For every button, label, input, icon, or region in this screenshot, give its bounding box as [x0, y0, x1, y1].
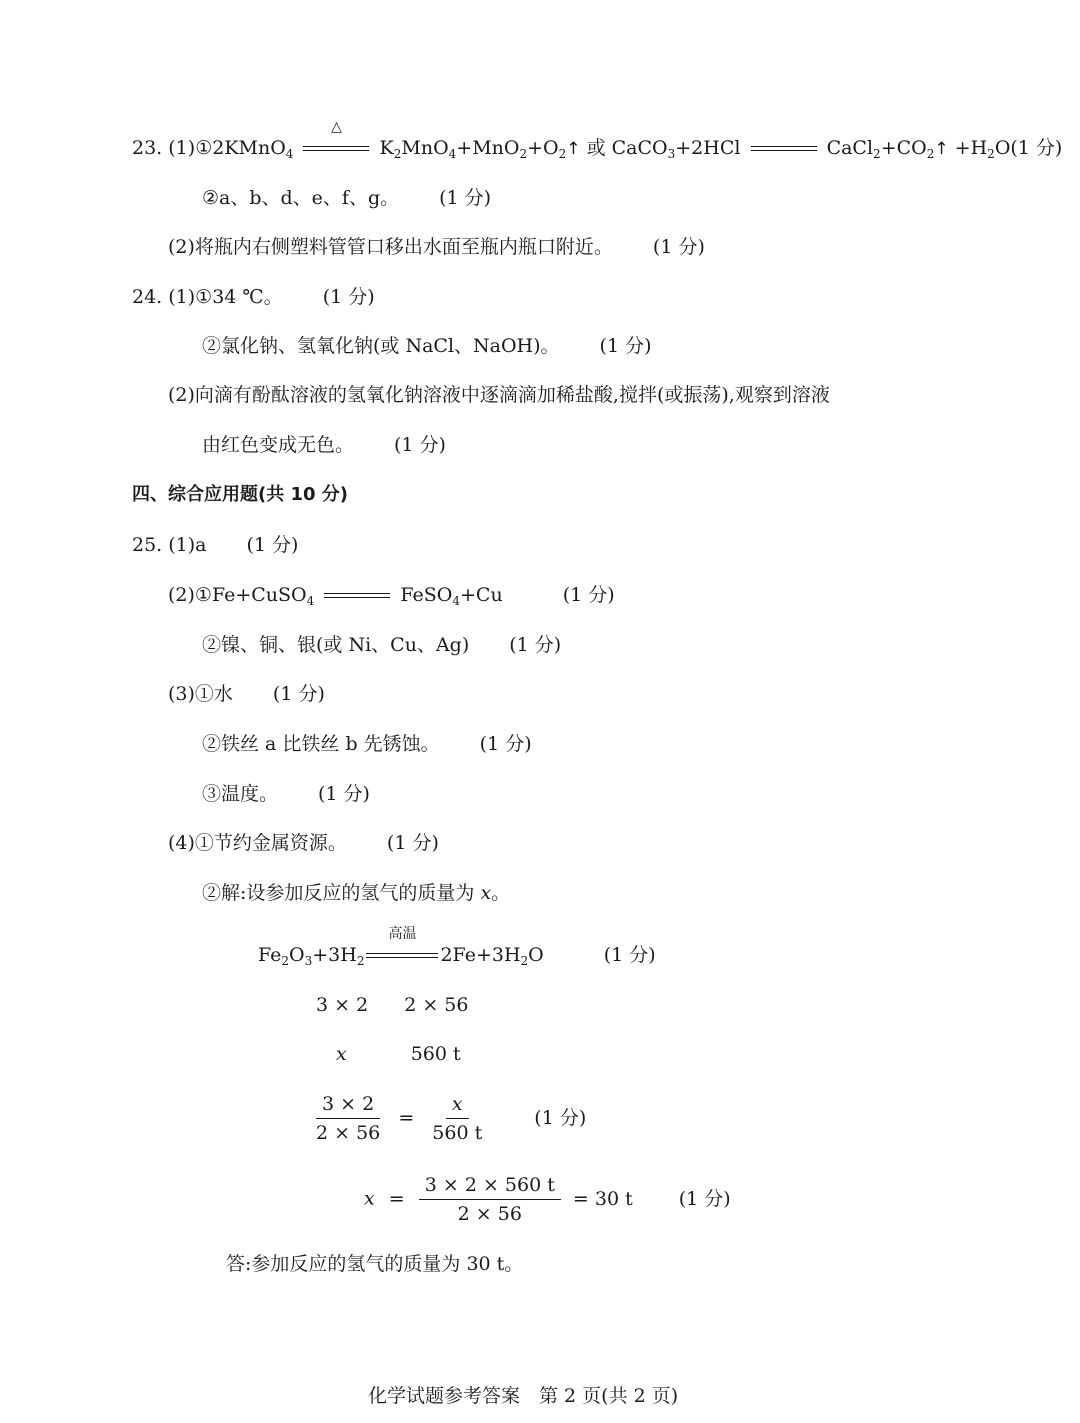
q25-part3-line-1: (3)①水 (1 分) — [168, 683, 325, 705]
reaction-equals-sign — [324, 583, 390, 609]
points: (1 分) — [479, 733, 532, 755]
points: (1 分) — [318, 783, 370, 805]
gas-arrow-icon: ↑ — [934, 139, 949, 159]
q23-line-3: (2)将瓶内右侧塑料管管口移出水面至瓶内瓶口附近。 (1 分) — [168, 236, 705, 258]
q24-line-3: (2)向滴有酚酞溶液的氢氧化钠溶液中逐滴滴加稀盐酸,搅拌(或振荡),观察到溶液 — [168, 384, 830, 406]
points: (1 分) — [509, 634, 562, 656]
result-line: x = $\frac{3 \times 2 \times 560 t}{2 \times 56}$ = 30 t (1 分) — [364, 1171, 731, 1228]
q25-part2-line-2: ②镍、铜、银(或 Ni、Cu、Ag) (1 分) — [202, 634, 562, 656]
q24-line-2: ②氯化钠、氢氧化钠(或 NaCl、NaOH)。 (1 分) — [202, 335, 652, 357]
points: (1 分) — [562, 584, 615, 606]
points: (1 分) — [394, 434, 446, 456]
reaction-equals-sign — [751, 136, 817, 162]
points: (1 分) — [439, 187, 492, 209]
page-footer: 化学试题参考答案 第 2 页(共 2 页) — [368, 1385, 679, 1407]
proportion-line: $\frac{3 \times 2}{2 \times 56}$ = $\frac{x}{560 t}$ (1 分) — [310, 1090, 586, 1147]
item-mark: ① — [195, 137, 213, 159]
q25-part3-line-2: ②铁丝 a 比铁丝 b 先锈蚀。 (1 分) — [202, 733, 532, 755]
points: (1 分) — [603, 944, 656, 966]
q25-part4-line-1: (4)①节约金属资源。 (1 分) — [168, 832, 439, 854]
points: (1 分) — [599, 335, 652, 357]
answer-line: 答:参加反应的氢气的质量为 30 t。 — [226, 1253, 524, 1275]
points: (1 分) — [272, 683, 325, 705]
q25-part4-line-2: ②解:设参加反应的氢气的质量为 x。 — [202, 882, 511, 904]
q25-part3-line-3: ③温度。 (1 分) — [202, 783, 370, 805]
q24-line-1: 24. (1)①34 ℃。 (1 分) — [132, 286, 375, 308]
points: (1 分) — [246, 534, 299, 556]
reaction-equals-sign — [366, 926, 438, 969]
q23-line-2: ②a、b、d、e、f、g。 (1 分) — [202, 187, 492, 209]
ratio-line: 3 × 2 2 × 56 — [316, 994, 469, 1016]
unknown-line: x 560 t — [336, 1043, 461, 1065]
or-word: 或 — [586, 137, 606, 159]
high-temp-condition: 高温 — [388, 926, 417, 942]
points: (1 分) — [678, 1187, 731, 1210]
fraction-left: $\frac{3 \times 2}{2 \times 56}$ — [310, 1090, 386, 1147]
q23-line-1: 23. (1)①2KMnO$_4$ △ $K_2MnO_4+MnO_2+O_2↑$ 或 CaCO$_3$+2HCl $CaCl_2+CO_2↑ +H_2O(1$ 分) — [132, 119, 1063, 161]
reaction-equals-sign — [303, 119, 369, 162]
points: (1 分) — [534, 1106, 587, 1129]
question-number: 23. — [132, 137, 163, 159]
points: (1 分) — [652, 236, 705, 258]
fraction-right: $\frac{x}{560 t}$ — [426, 1090, 488, 1147]
gas-arrow-icon: ↑ — [566, 139, 581, 159]
points: (1 分) — [386, 832, 439, 854]
q25-line-1: 25. (1)a (1 分) — [132, 534, 299, 556]
q25-part2-line-1: (2)①Fe+CuSO$_4$ FeSO$_4$+Cu (1 分) — [168, 584, 615, 608]
section-heading: 四、综合应用题(共 10 分) — [132, 484, 349, 505]
fraction-result: $\frac{3 \times 2 \times 560 t}{2 \times 56}$ — [419, 1171, 561, 1228]
heat-condition: △ — [331, 119, 342, 135]
calc-equation: $Fe_2O_3+3H_2$ 高温 $2Fe+3H_2O$ (1 分) — [258, 926, 656, 968]
part-label: (1) — [168, 137, 196, 159]
q24-line-4: 由红色变成无色。 (1 分) — [202, 434, 446, 456]
points: (1 分) — [322, 286, 375, 308]
